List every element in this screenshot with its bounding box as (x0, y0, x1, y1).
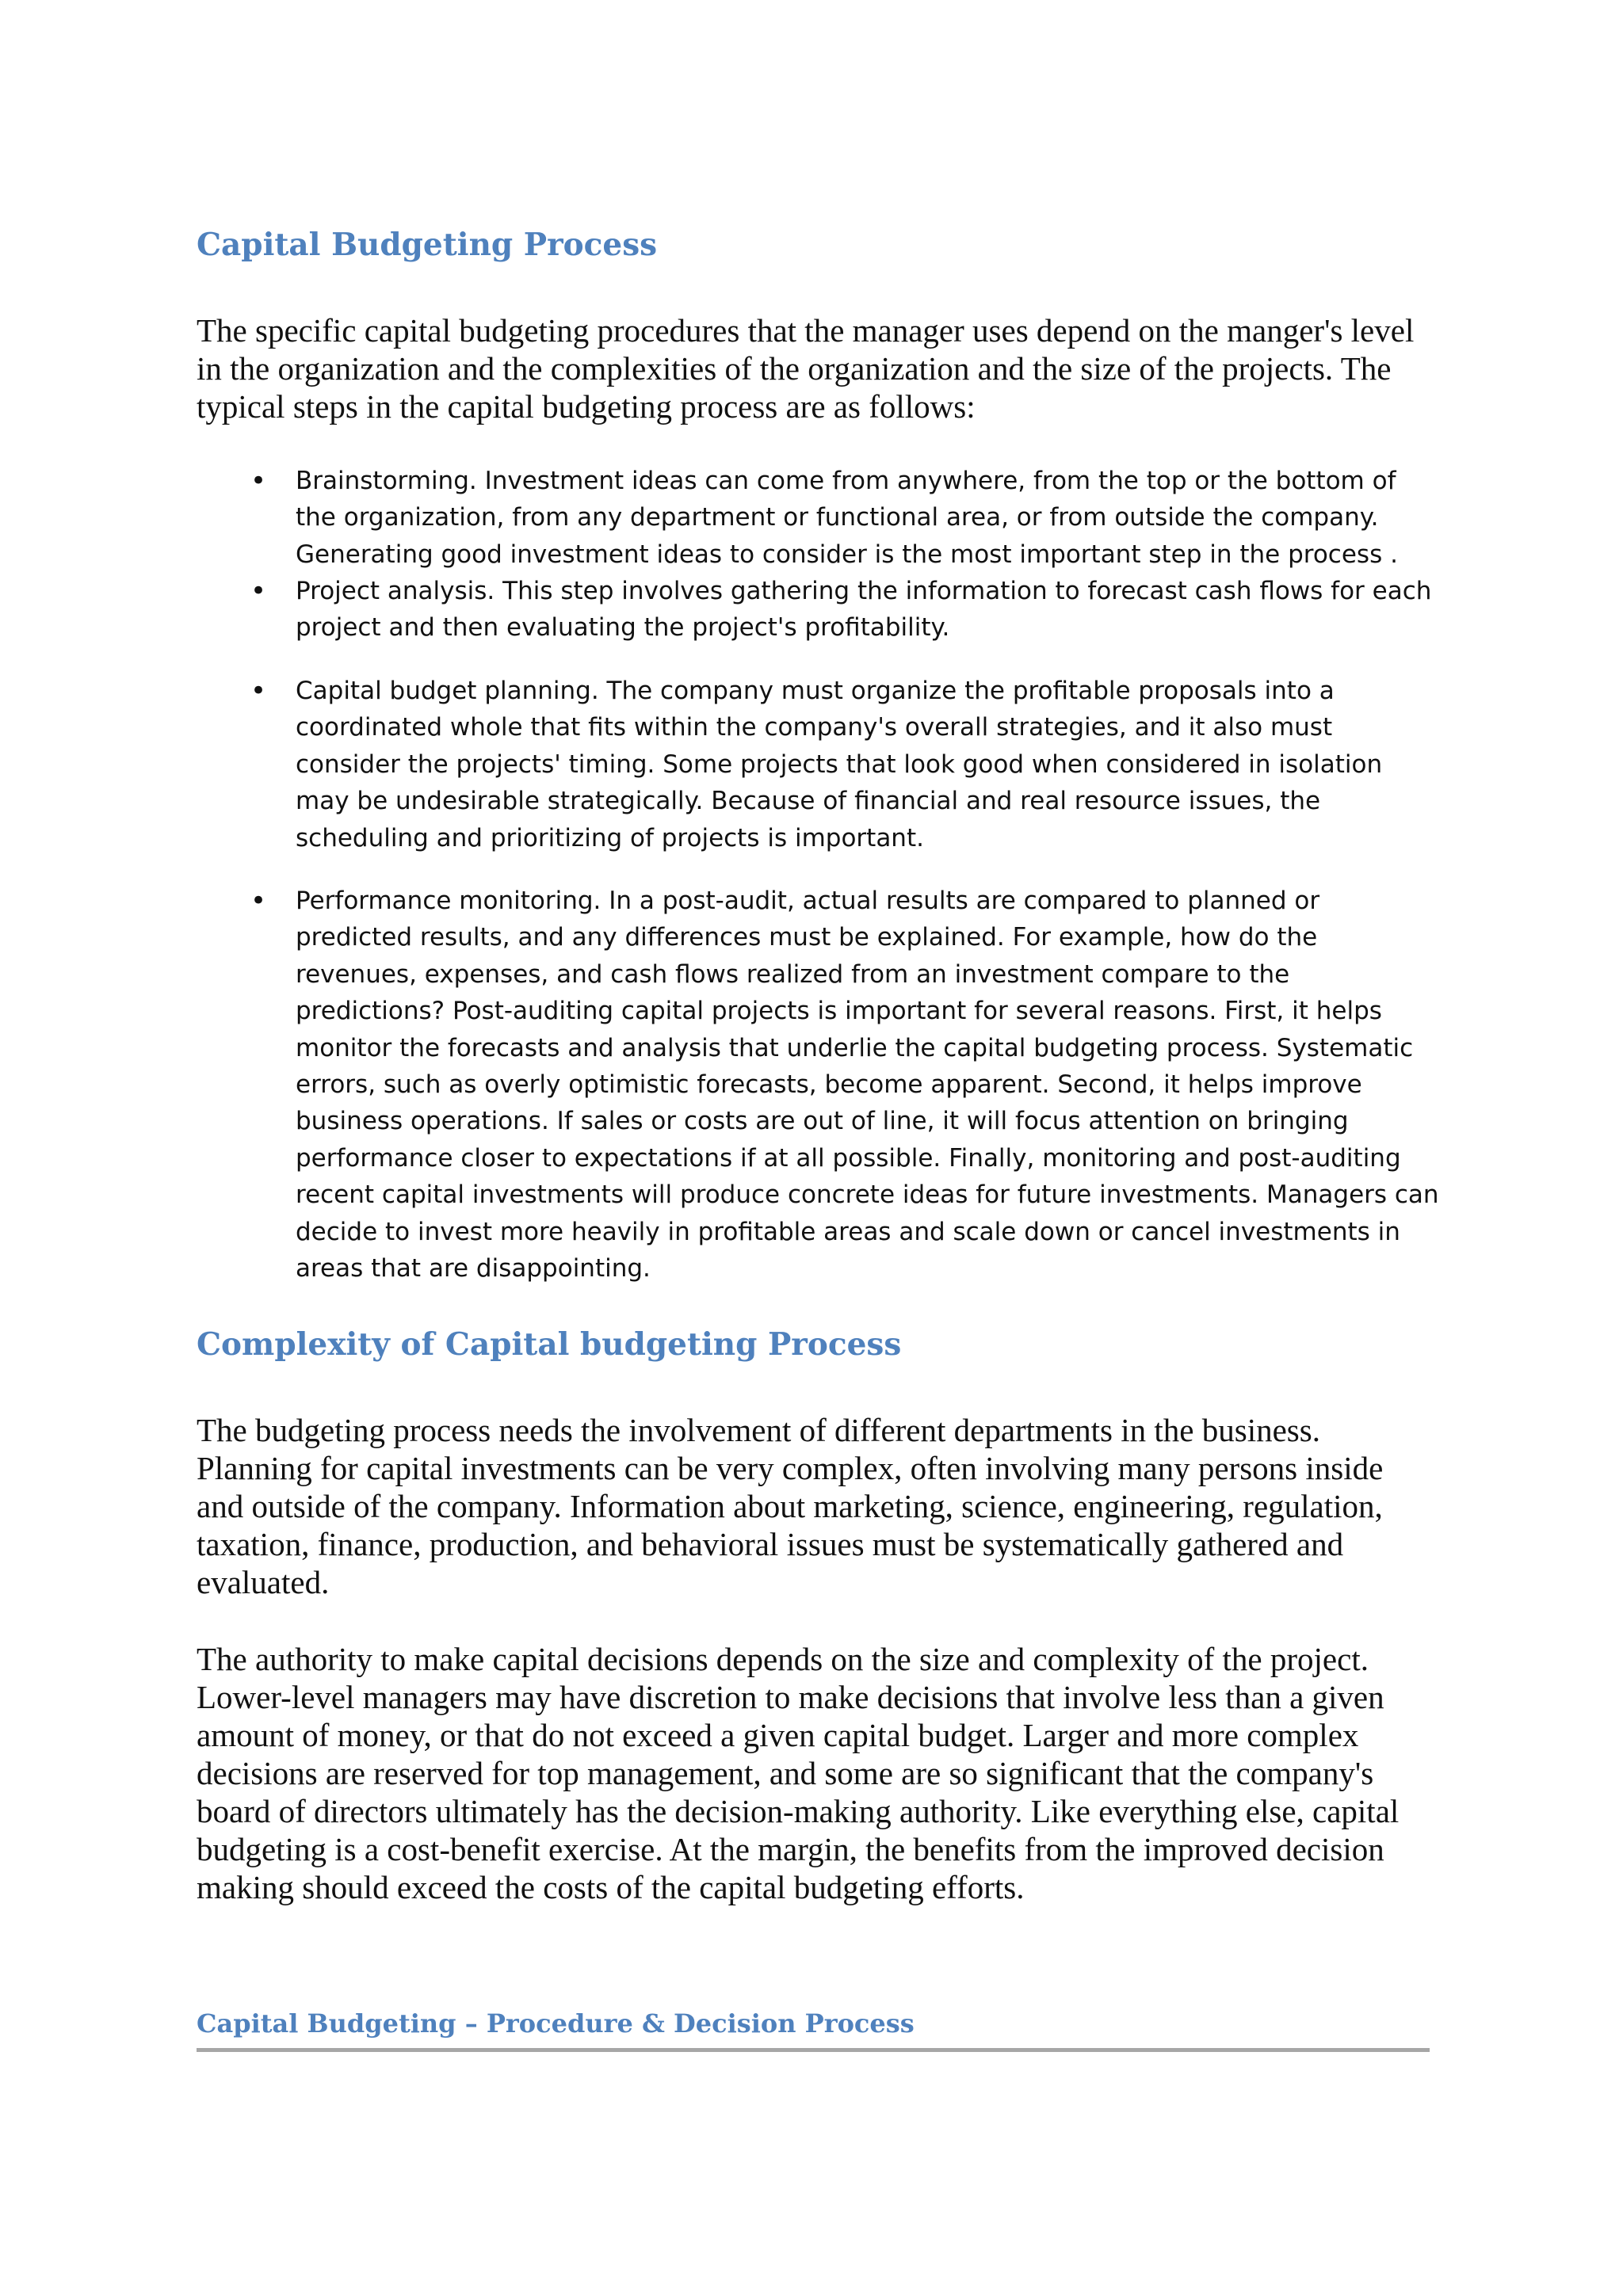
bullet-line: revenues, expenses, and cash flows realized from an investment compare to the (296, 959, 1290, 989)
paragraph-line: making should exceed the costs of the capital budgeting efforts. (197, 1869, 1025, 1905)
bullet-icon: • (250, 885, 267, 917)
bullet-icon: • (250, 675, 267, 707)
bullet-icon: • (250, 465, 267, 497)
paragraph-line: The budgeting process needs the involvement of different departments in the business. (197, 1412, 1320, 1448)
bullet-line: project and then evaluating the project's profitability. (296, 613, 950, 643)
paragraph-line: Lower-level managers may have discretion to make decisions that involve less than a given (197, 1679, 1384, 1715)
bullet-line: monitor the forecasts and analysis that underlie the capital budgeting process. Systematic (296, 1033, 1414, 1062)
paragraph-line: amount of money, or that do not exceed a given capital budget. Larger and more complex (197, 1717, 1359, 1753)
footer-divider (197, 2048, 1430, 2052)
paragraph-line: evaluated. (197, 1564, 330, 1600)
paragraph-line: budgeting is a cost-benefit exercise. At the margin, the benefits from the improved decision (197, 1831, 1384, 1867)
complexity-paragraph-2 (197, 1640, 1433, 1906)
paragraph-line: typical steps in the capital budgeting process are as follows: (197, 388, 976, 425)
footer-title: Capital Budgeting – Procedure & Decision Process (197, 2008, 915, 2039)
bullet-line: errors, such as overly optimistic forecasts, become apparent. Second, it helps improve (296, 1070, 1362, 1100)
bullet-line: areas that are disappointing. (296, 1254, 651, 1283)
paragraph-line: and outside of the company. Information about marketing, science, engineering, regulation, (197, 1488, 1383, 1524)
bullet-line: predicted results, and any differences must be explained. For example, how do the (296, 923, 1318, 952)
bullet-line: performance closer to expectations if at all possible. Finally, monitoring and post-auditing (296, 1143, 1401, 1173)
bullet-line: predictions? Post-auditing capital projects is important for several reasons. First, it helps (296, 997, 1382, 1026)
bullet-line: may be undesirable strategically. Because of financial and real resource issues, the (296, 787, 1321, 816)
bullet-line: recent capital investments will produce concrete ideas for future investments. Managers can (296, 1180, 1439, 1210)
bullet-line: Project analysis. This step involves gathering the information to forecast cash flows for each (296, 577, 1432, 605)
paragraph-line: board of directors ultimately has the decision-making authority. Like everything else, capital (197, 1793, 1400, 1829)
section-heading-capital-budgeting-process: Capital Budgeting Process (197, 227, 658, 263)
paragraph-line: decisions are reserved for top management, and some are so significant that the company's (197, 1755, 1374, 1791)
paragraph-line: in the organization and the complexities of the organization and the size of the projects. The (197, 350, 1392, 387)
paragraph-line: taxation, finance, production, and behavioral issues must be systematically gathered and (197, 1526, 1344, 1562)
bullet-line: the organization, from any department or functional area, or from outside the company. (296, 503, 1379, 532)
section-heading-complexity: Complexity of Capital budgeting Process (197, 1326, 902, 1363)
bullet-line: Performance monitoring. In a post-audit, actual results are compared to planned or (296, 887, 1320, 915)
paragraph-line: Planning for capital investments can be very complex, often involving many persons inside (197, 1450, 1384, 1486)
bullet-icon: • (250, 575, 267, 607)
bullet-line: Capital budget planning. The company must organize the profitable proposals into a (296, 677, 1335, 705)
bullet-line: business operations. If sales or costs are out of line, it will focus attention on bringing (296, 1107, 1349, 1136)
bullet-line: consider the projects' timing. Some projects that look good when considered in isolation (296, 749, 1383, 779)
bullet-line: decide to invest more heavily in profitable areas and scale down or cancel investments in (296, 1217, 1400, 1246)
bullet-line: Brainstorming. Investment ideas can come from anywhere, from the top or the bottom of (296, 467, 1396, 495)
bullet-line: scheduling and prioritizing of projects is important. (296, 823, 924, 852)
intro-paragraph (197, 311, 1433, 425)
paragraph-line: The specific capital budgeting procedures that the manager uses depend on the manger's level (197, 312, 1415, 349)
paragraph-line: The authority to make capital decisions depends on the size and complexity of the project. (197, 1641, 1369, 1677)
bullet-line: Generating good investment ideas to consider is the most important step in the process . (296, 540, 1398, 569)
bullet-line: coordinated whole that fits within the company's overall strategies, and it also must (296, 713, 1333, 742)
complexity-paragraph-1 (197, 1411, 1433, 1601)
